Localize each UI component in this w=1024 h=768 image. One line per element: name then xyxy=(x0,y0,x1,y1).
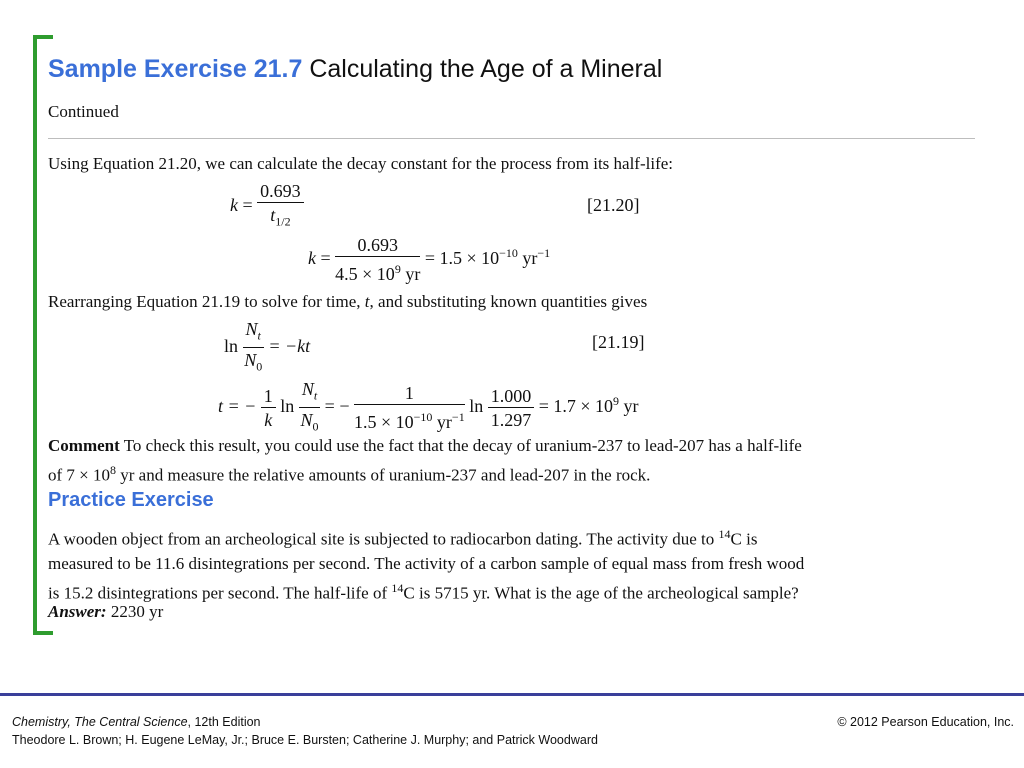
practice-paragraph: A wooden object from an archeological site is subjected to radiocarbon dating. The activity due to $^{14}$C is measured to be 11.6 disintegrations per second. The activity of a carbon sample of equal mass from fresh wood is 15.2 disintegrations per second. The half-life of $^{14}$C is 5715 yr. What is the age of the archeological sample? xyxy=(48,527,805,603)
answer-value: 2230 yr xyxy=(106,602,164,621)
eq-tag-21-19: [21.19] xyxy=(592,332,645,352)
footer-authors: Theodore L. Brown; H. Eugene LeMay, Jr.; Bruce E. Bursten; Catherine J. Murphy; and Patrick Woodward xyxy=(12,733,598,747)
times-sign: × xyxy=(79,465,89,485)
eq2-rhs: = $1.5 \times 10^{-10}$ $yr^{-1}$ xyxy=(424,246,551,269)
eq3-rhs: = −kt xyxy=(268,336,311,357)
practice-heading: Practice Exercise xyxy=(48,489,214,511)
footer-divider xyxy=(0,693,1024,696)
eq4-ln2: ln xyxy=(469,396,484,417)
eq3-ln: ln xyxy=(224,336,239,357)
equation-21-20 xyxy=(230,180,304,234)
eq1-denominator: $t_{1/2}$ xyxy=(270,205,291,229)
rearrange-line: Rearranging Equation 21.19 to solve for time, t, and substituting known quantities gives xyxy=(48,292,648,311)
comment-paragraph: Comment To check this result, you could use the fact that the decay of uranium-237 to lead-207 has a half-life of $7 \times 10^8$ yr and measure the relative amounts of uranium-237 and lead-207 in the rock. xyxy=(48,436,802,485)
exercise-number: Sample Exercise 21.7 xyxy=(48,55,303,83)
eq4-ln1: ln xyxy=(280,396,295,417)
eq3-fraction xyxy=(243,318,264,378)
eq2-lhs: k xyxy=(308,248,316,269)
eq3-denominator: $N_0$ xyxy=(244,349,263,374)
eq1-equals: = xyxy=(242,194,253,215)
exercise-title: Calculating the Age of a Mineral xyxy=(309,55,663,83)
eq2-equals: = xyxy=(320,248,331,269)
eq1-lhs: k xyxy=(230,194,238,215)
comment-label: Comment xyxy=(48,436,120,455)
title-divider xyxy=(48,138,975,139)
footer-copyright: © 2012 Pearson Education, Inc. xyxy=(837,715,1014,729)
eq2-fraction xyxy=(335,234,420,286)
answer-label: Answer: xyxy=(48,602,107,621)
eq-tag-21-20: [21.20] xyxy=(587,195,640,215)
equation-time xyxy=(218,378,639,438)
eq4-lhs: t = − xyxy=(218,396,257,417)
eq4-frac4: $\frac{1.000}{1.297}$ xyxy=(488,385,535,432)
intro-line: Using Equation 21.20, we can calculate the decay constant for the process from its half-life: xyxy=(48,154,674,173)
eq3-numerator: $N_t$ xyxy=(243,318,264,348)
eq1-fraction xyxy=(257,180,304,234)
eq2-numerator: 0.693 xyxy=(335,234,420,257)
eq4-result: = $1.7 \times 10^9$ yr xyxy=(538,394,639,417)
footer-book: Chemistry, The Central Science, 12th Edition xyxy=(12,715,261,729)
answer-line xyxy=(48,600,163,624)
continued-label: Continued xyxy=(48,102,119,121)
eq1-numerator: 0.693 xyxy=(257,180,304,203)
eq4-frac3: $\frac{1}{1.5 \times 10^{-10} yr^{-1}}$ xyxy=(353,383,465,433)
eq4-equals: = − xyxy=(324,396,350,417)
eq2-denominator: $4.5 \times 10^9$ yr xyxy=(335,262,421,284)
eq4-frac2: $\frac{N_t}{N_0}$ xyxy=(300,379,319,434)
equation-decay-constant xyxy=(308,234,550,286)
equation-21-19 xyxy=(224,318,310,378)
page-title xyxy=(48,55,662,84)
eq4-frac1: $\frac{1}{k}$ xyxy=(261,385,276,432)
